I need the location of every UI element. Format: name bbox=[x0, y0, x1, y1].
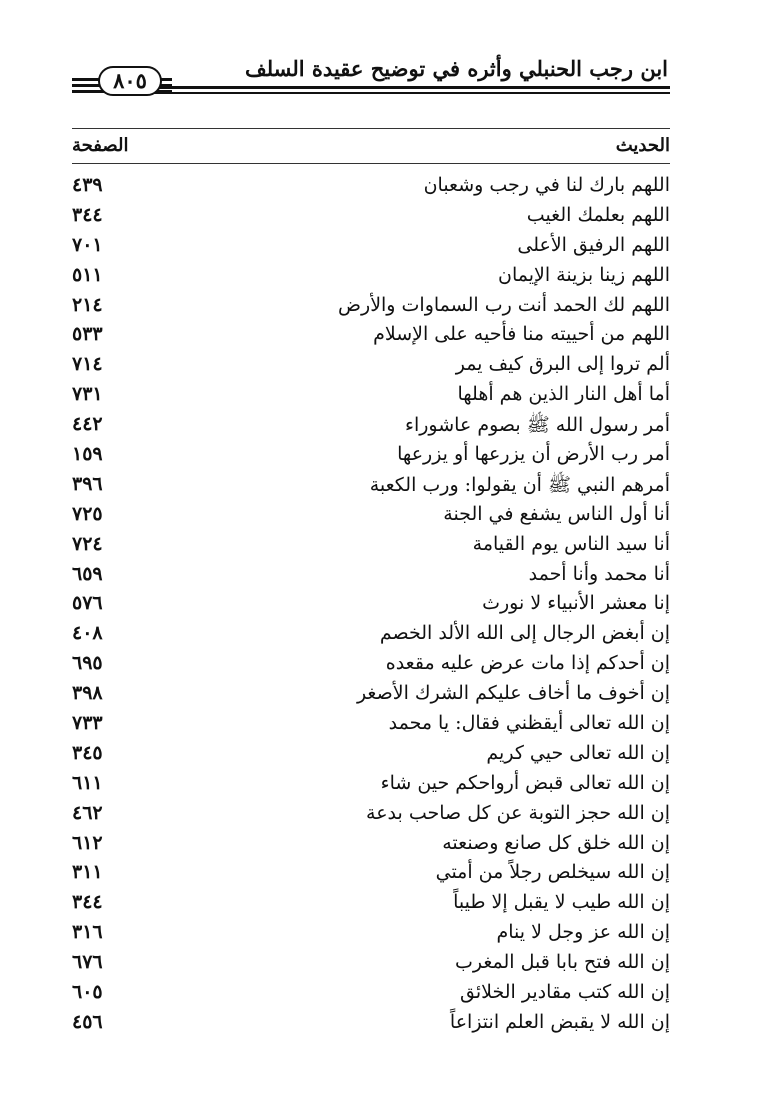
hadith-page-number: ٣٤٤ bbox=[72, 203, 103, 226]
hadith-text: إن الله حجز التوبة عن كل صاحب بدعة bbox=[366, 801, 670, 824]
index-entry bbox=[72, 531, 670, 561]
hadith-page-number: ٦٩٥ bbox=[72, 652, 103, 675]
hadith-text: إن الله لا يقبض العلم انتزاعاً bbox=[449, 1010, 670, 1033]
index-entry bbox=[72, 650, 670, 680]
hadith-page-number: ٥٧٦ bbox=[72, 592, 103, 615]
header-rule bbox=[150, 86, 670, 89]
divider bbox=[72, 163, 670, 164]
hadith-page-number: ٣٤٥ bbox=[72, 741, 103, 764]
hadith-text: أمر رب الأرض أن يزرعها أو يزرعها bbox=[397, 443, 670, 466]
hadith-page-number: ٤٠٨ bbox=[72, 622, 103, 645]
index-entry bbox=[72, 411, 670, 441]
hadith-text: ألم تروا إلى البرق كيف يمر bbox=[455, 353, 670, 376]
hadith-text: اللهم بعلمك الغيب bbox=[526, 203, 670, 226]
index-entry bbox=[72, 859, 670, 889]
index-entry bbox=[72, 830, 670, 860]
index-entry bbox=[72, 1009, 670, 1039]
hadith-page-number: ٧٠١ bbox=[72, 233, 103, 256]
index-entry bbox=[72, 740, 670, 770]
index-entry bbox=[72, 292, 670, 322]
hadith-page-number: ٧١٤ bbox=[72, 353, 103, 376]
hadith-text: إن الله عز وجل لا ينام bbox=[496, 921, 670, 944]
hadith-page-number: ٦٠٥ bbox=[72, 981, 103, 1004]
hadith-text: إن الله تعالى أيقظني فقال: يا محمد bbox=[388, 712, 670, 735]
hadith-page-number: ٦١١ bbox=[72, 771, 103, 794]
hadith-page-number: ٧٢٤ bbox=[72, 532, 103, 555]
hadith-text: أنا محمد وأنا أحمد bbox=[528, 562, 670, 585]
index-entry bbox=[72, 351, 670, 381]
index-entry bbox=[72, 979, 670, 1009]
index-entry bbox=[72, 501, 670, 531]
hadith-page-number: ٣٩٦ bbox=[72, 472, 103, 495]
book-title: ابن رجب الحنبلي وأثره في توضيح عقيدة السلف bbox=[244, 56, 668, 81]
index-entry bbox=[72, 172, 670, 202]
hadith-text: اللهم بارك لنا في رجب وشعبان bbox=[423, 174, 670, 196]
index-entry bbox=[72, 381, 670, 411]
hadith-text: إن الله فتح بابا قبل المغرب bbox=[454, 951, 670, 974]
index-entry bbox=[72, 889, 670, 919]
page-number: ٨٠٥ bbox=[98, 66, 162, 96]
hadith-index-list bbox=[72, 172, 670, 1039]
hadith-text: أنا أول الناس يشفع في الجنة bbox=[443, 502, 670, 525]
hadith-text: إن الله خلق كل صانع وصنعته bbox=[442, 831, 670, 854]
hadith-text: إن الله كتب مقادير الخلائق bbox=[460, 981, 670, 1004]
hadith-text: إن أبغض الرجال إلى الله الألد الخصم bbox=[379, 622, 670, 645]
hadith-text: أمرهم النبي ﷺ أن يقولوا: ورب الكعبة bbox=[369, 473, 670, 496]
hadith-page-number: ١٥٩ bbox=[72, 443, 103, 466]
hadith-page-number: ٦١٢ bbox=[72, 831, 103, 854]
hadith-text: إن الله تعالى قبض أرواحكم حين شاء bbox=[380, 771, 670, 794]
hadith-text: أنا سيد الناس يوم القيامة bbox=[472, 532, 670, 555]
hadith-page-number: ٥٣٣ bbox=[72, 323, 103, 346]
hadith-text: إن الله طيب لا يقبل إلا طيباً bbox=[453, 891, 670, 914]
hadith-text: أمر رسول الله ﷺ بصوم عاشوراء bbox=[405, 414, 670, 437]
column-header-hadith: الحديث bbox=[615, 135, 670, 156]
hadith-page-number: ٧٣١ bbox=[72, 383, 103, 406]
column-header-page: الصفحة bbox=[72, 135, 129, 156]
index-entry bbox=[72, 680, 670, 710]
index-entry bbox=[72, 800, 670, 830]
hadith-page-number: ٣٩٨ bbox=[72, 682, 103, 705]
page-header bbox=[0, 0, 758, 110]
hadith-page-number: ٦٧٦ bbox=[72, 951, 103, 974]
hadith-page-number: ٣١٦ bbox=[72, 921, 103, 944]
hadith-page-number: ٧٣٣ bbox=[72, 712, 103, 735]
hadith-page-number: ٤٣٩ bbox=[72, 174, 103, 196]
hadith-text: إن الله تعالى حيي كريم bbox=[486, 741, 670, 764]
index-entry bbox=[72, 620, 670, 650]
index-entry bbox=[72, 321, 670, 351]
index-entry bbox=[72, 471, 670, 501]
hadith-page-number: ٦٥٩ bbox=[72, 562, 103, 585]
hadith-text: اللهم من أحييته منا فأحيه على الإسلام bbox=[373, 323, 670, 346]
hadith-page-number: ٣٤٤ bbox=[72, 891, 103, 914]
hadith-text: أما أهل النار الذين هم أهلها bbox=[457, 383, 670, 406]
hadith-text: اللهم لك الحمد أنت رب السماوات والأرض bbox=[338, 293, 670, 316]
index-entry bbox=[72, 441, 670, 471]
index-entry bbox=[72, 770, 670, 800]
hadith-text: إن أخوف ما أخاف عليكم الشرك الأصغر bbox=[356, 682, 670, 705]
hadith-page-number: ٧٢٥ bbox=[72, 502, 103, 525]
hadith-text: اللهم الرفيق الأعلى bbox=[517, 233, 670, 256]
hadith-text: إنا معشر الأنبياء لا نورث bbox=[482, 592, 670, 615]
hadith-page-number: ٢١٤ bbox=[72, 293, 103, 316]
hadith-text: اللهم زينا بزينة الإيمان bbox=[498, 263, 670, 286]
index-entry bbox=[72, 262, 670, 292]
hadith-page-number: ٤٤٢ bbox=[72, 413, 103, 436]
index-entry bbox=[72, 202, 670, 232]
header-rule bbox=[150, 92, 670, 94]
hadith-page-number: ٤٦٢ bbox=[72, 801, 103, 824]
index-entry bbox=[72, 561, 670, 591]
hadith-page-number: ٤٥٦ bbox=[72, 1010, 103, 1033]
hadith-text: إن الله سيخلص رجلاً من أمتي bbox=[435, 861, 670, 884]
index-entry bbox=[72, 949, 670, 979]
hadith-page-number: ٣١١ bbox=[72, 861, 103, 884]
index-entry bbox=[72, 919, 670, 949]
column-header bbox=[72, 128, 670, 163]
index-entry bbox=[72, 590, 670, 620]
index-entry bbox=[72, 710, 670, 740]
index-entry bbox=[72, 232, 670, 262]
hadith-text: إن أحدكم إذا مات عرض عليه مقعده bbox=[385, 652, 670, 675]
hadith-page-number: ٥١١ bbox=[72, 263, 103, 286]
